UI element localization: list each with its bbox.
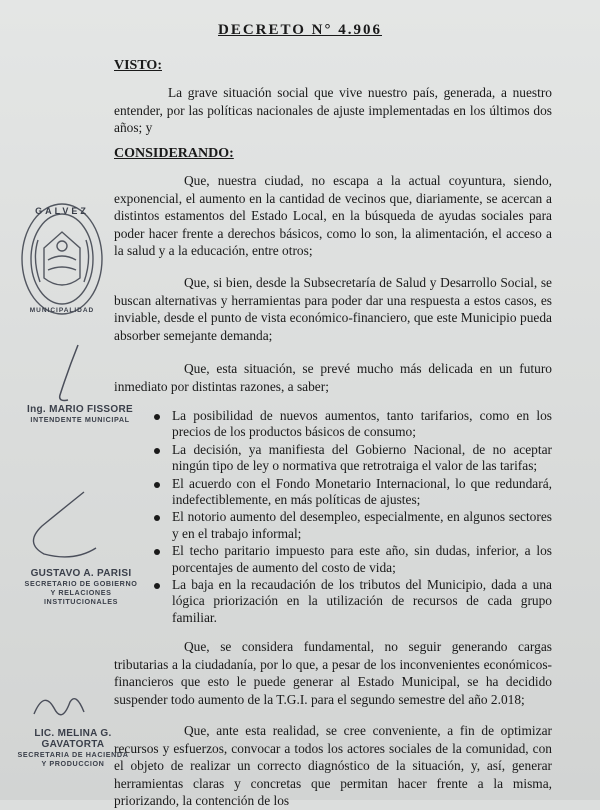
- signer-role-line: INSTITUCIONALES: [43, 597, 119, 606]
- bullet-icon: [154, 549, 160, 555]
- list-item: El techo paritario impuesto para este año, sin dudas, inferior, a los porcentajes de aumento del costo de vida;: [150, 543, 552, 576]
- list-item: El notorio aumento del desempleo, especialmente, en algunos sectores y en el trabajo informal;: [150, 509, 552, 542]
- signature-hacienda: [8, 728, 138, 768]
- signer-role-line: Y RELACIONES: [50, 588, 112, 597]
- reasons-list: [150, 408, 552, 627]
- decree-title: DECRETO N° 4.906: [218, 22, 382, 38]
- signer-role: INTENDENTE MUNICIPAL: [30, 415, 130, 424]
- signature-scribble-icon: [14, 488, 114, 568]
- signer-role-line: SECRETARIO DE GOBIERNO: [24, 579, 138, 588]
- bullet-icon: [154, 414, 160, 420]
- signature-scribble-icon: [26, 684, 96, 730]
- signer-name: LIC. MELINA G. GAVATORTA: [34, 728, 112, 750]
- signer-name: Ing. MARIO FISSORE: [27, 404, 133, 415]
- svg-text:MUNICIPALIDAD: MUNICIPALIDAD: [29, 307, 95, 314]
- considerando-heading: CONSIDERANDO:: [114, 146, 234, 161]
- visto-paragraph: La grave situación social que vive nuestro país, generada, a nuestro entender, por las políticas nacionales de ajuste implementadas en los últimos dos años; y: [114, 85, 552, 135]
- signature-gobierno: [22, 568, 140, 606]
- bullet-icon: [154, 482, 160, 488]
- list-item: El acuerdo con el Fondo Monetario Internacional, lo que redundará, indefectiblemente, en más políticas de ajustes;: [150, 476, 552, 509]
- list-item: La baja en la recaudación de los tributos del Municipio, dada a una lógica priorización en la utilización de recursos de cada grupo familiar.: [150, 577, 552, 626]
- list-item: La posibilidad de nuevos aumentos, tanto tarifarios, como en los precios de los productos básicos de consumo;: [150, 408, 552, 441]
- signer-role-line: SECRETARIA DE HACIENDA: [17, 750, 129, 759]
- signer-name: GUSTAVO A. PARISI: [30, 568, 132, 579]
- considerando-paragraph-2: Que, si bien, desde la Subsecretaría de Salud y Desarrollo Social, se buscan alternativas y herramientas para poder dar una respuesta a estos casos, es inviable, desde el punto de vista económico-financiero, que este Municipio pueda absorber semejante demanda;: [114, 275, 552, 343]
- considerando-paragraph-4: Que, se considera fundamental, no seguir generando cargas tributarias a la ciudadanía, por lo que, a pesar de los inconvenientes económicos-financieros que esto le puede generar al Estado Municipal, se ha decidido suspender todo aumento de la T.G.I. para el segundo semestre del año 2.018;: [114, 639, 552, 707]
- municipal-seal-icon: [18, 200, 106, 318]
- bullet-icon: [154, 583, 160, 589]
- signature-intendente: [20, 404, 140, 424]
- considerando-paragraph-1: Que, nuestra ciudad, no escapa a la actual coyuntura, siendo, exponencial, el aumento en la cantidad de vecinos que, diariamente, se acercan a distintos estamentos del Estado Local, en la búsqueda de ayudas sociales para poder hacer frente a derechos básicos, como lo son, la alimentación, el acceso a la salud y a la educación, entre otros;: [114, 173, 552, 258]
- svg-text:GALVEZ: GALVEZ: [35, 206, 89, 216]
- considerando-paragraph-5: Que, ante esta realidad, se cree conveniente, a fin de optimizar recursos y esfuerzos, convocar a todos los actores sociales de la comunidad, con el objeto de realizar un correcto diagnóstico de la situación, y, así, generar herramientas claras y concretas que permitan hacer frente a la misma, priorizando, la contención de los: [114, 723, 552, 808]
- bullet-icon: [154, 515, 160, 521]
- visto-heading: VISTO:: [114, 58, 162, 73]
- signature-scribble-icon: [38, 340, 108, 410]
- bullet-icon: [154, 448, 160, 454]
- signer-role-line: Y PRODUCCION: [41, 759, 105, 768]
- list-item: La decisión, ya manifiesta del Gobierno Nacional, de no aceptar ningún tipo de ley o normativa que retrotraiga el valor de las tarifas;: [150, 442, 552, 475]
- considerando-paragraph-3: Que, esta situación, se prevé mucho más delicada en un futuro inmediato por distintas razones, a saber;: [114, 361, 552, 394]
